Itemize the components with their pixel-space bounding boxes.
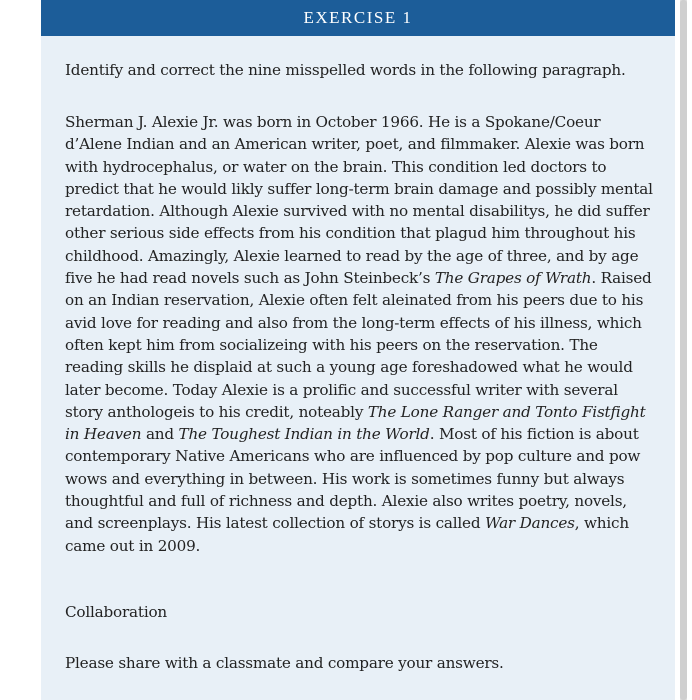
exercise-panel bbox=[41, 0, 675, 700]
collaboration-heading: Collaboration bbox=[65, 603, 167, 621]
vertical-scrollbar[interactable] bbox=[680, 0, 687, 700]
paragraph-text-1: Sherman J. Alexie Jr. was born in October 1966. He is a Spokane/Coeur d’Alene Indian and an American writer, poet, and filmmaker. Alexie was born with hydrocephalus, or water on the brain. This condition led doctors to predict that he would likly suffer long-term brain damage and possibly mental retardation. Although Alexie survived with no mental disabilitys, he did suffer other serious side effects from his condition that plagud him throughout his childhood. Amazingly, Alexie learned to read by the age of three, and by age five he had read novels such as John Steinbeck’s bbox=[65, 113, 653, 288]
paragraph-text-2: . Raised on an Indian reservation, Alexie often felt aleinated from his peers due to his avid love for reading and also from the long-term effects of his illness, which often kept him from socializeing with his peers on the reservation. The reading skills he displaid at such a young age foreshadowed what he would later become. Today Alexie is a prolific and successful writer with several story anthologeis to his credit, noteably bbox=[65, 269, 652, 421]
exercise-header bbox=[41, 0, 675, 36]
exercise-instructions: Identify and correct the nine misspelled words in the following paragraph. bbox=[65, 61, 626, 79]
book-title-lone-ranger: The Lone Ranger and Tonto Fistfight in Heaven bbox=[65, 402, 646, 444]
collaboration-instructions: Please share with a classmate and compare your answers. bbox=[65, 654, 504, 672]
book-title-toughest-indian: The Toughest Indian in the World bbox=[178, 425, 430, 444]
paragraph-text-4: . Most of his fiction is about contemporary Native Americans who are influenced by pop culture and pow wows and everything in between. His work is sometimes funny but always thoughtful and full of richness and depth. Alexie also writes poetry, novels, and screenplays. His latest collection of storys is called bbox=[65, 425, 641, 533]
paragraph-text-5: , which came out in 2009. bbox=[65, 514, 629, 555]
book-title-war-dances: War Dances bbox=[484, 514, 575, 533]
paragraph-text-3: and bbox=[141, 425, 179, 444]
scrollbar-thumb[interactable] bbox=[680, 0, 687, 700]
exercise-title: EXERCISE 1 bbox=[303, 8, 413, 27]
book-title-grapes-of-wrath: The Grapes of Wrath bbox=[434, 269, 592, 288]
exercise-paragraph bbox=[65, 111, 655, 557]
